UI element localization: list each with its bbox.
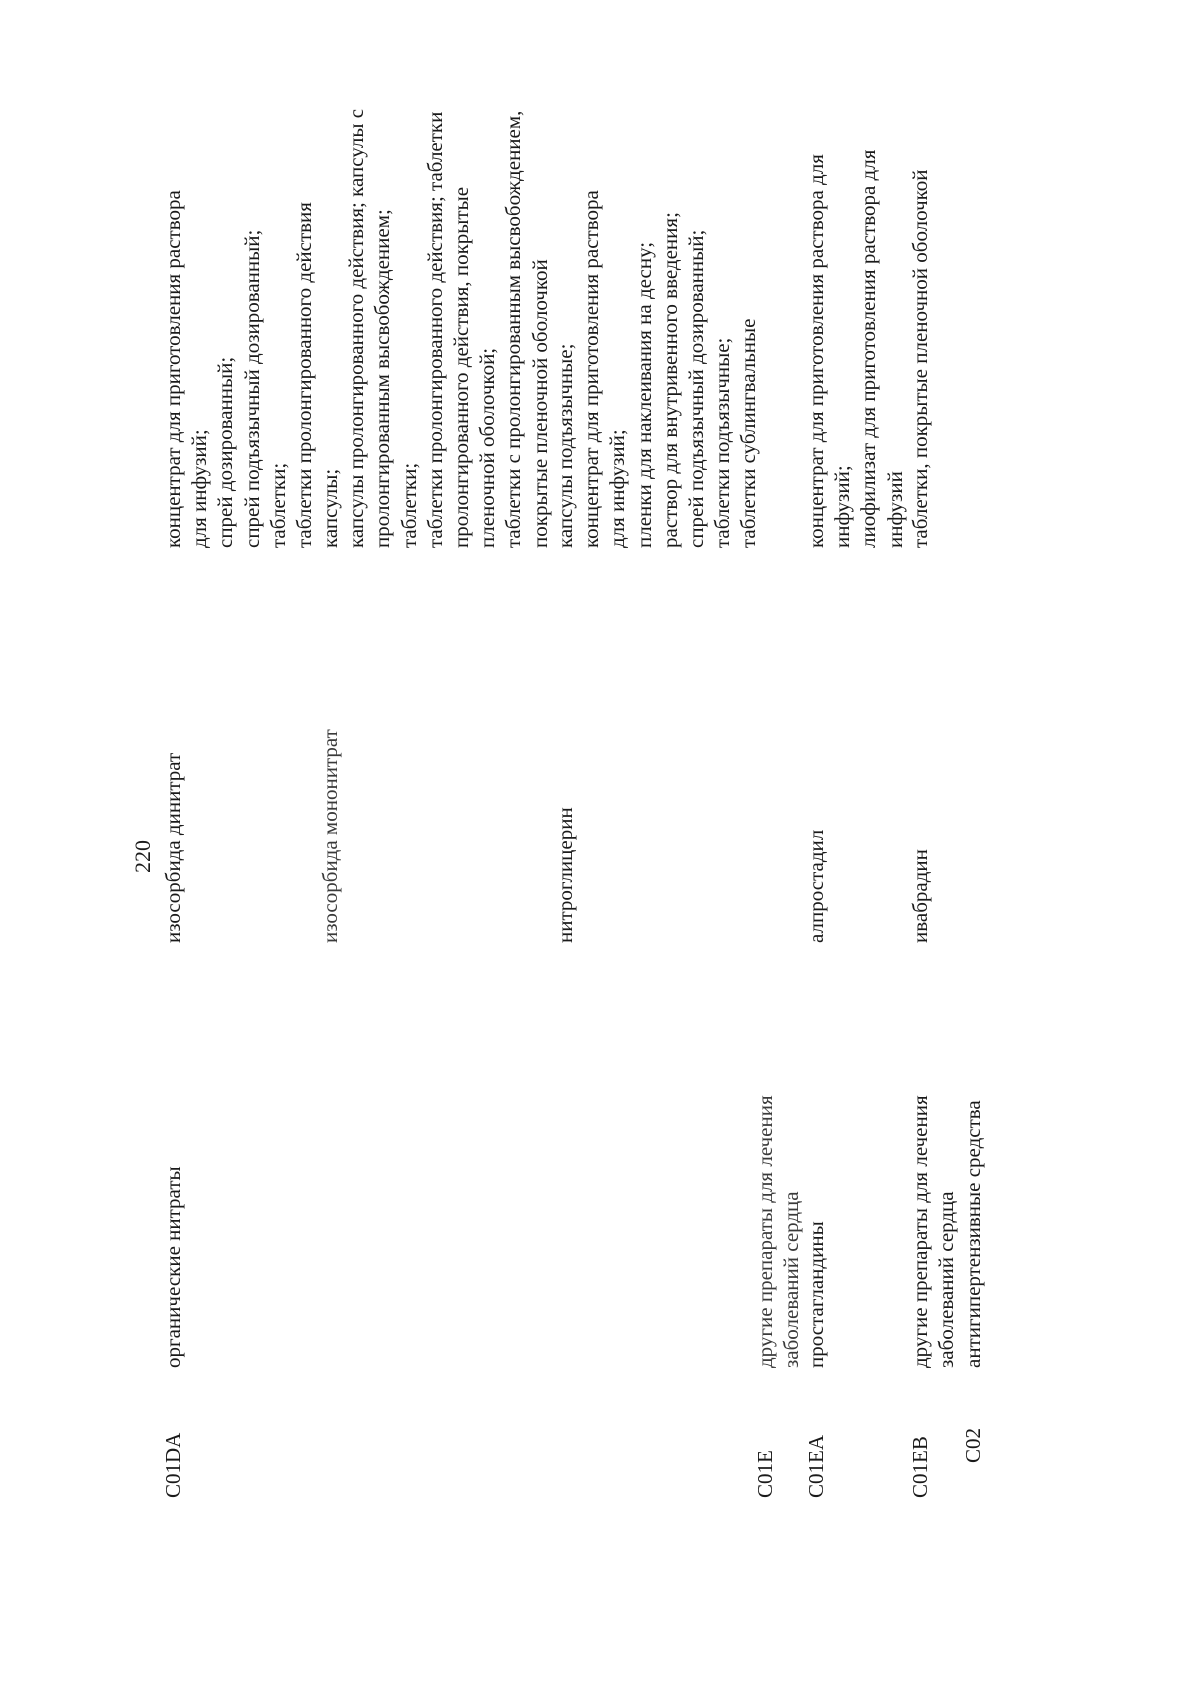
- dosage-form-line: капсулы;: [318, 468, 342, 548]
- atc-group-name: простагландины: [804, 1221, 828, 1368]
- dosage-form-line: капсулы пролонгированного действия; капсулы с: [344, 108, 369, 548]
- dosage-forms: [907, 28, 933, 548]
- dosage-form-line: пленки для наклеивания на десну;: [631, 241, 656, 548]
- atc-code: C01EA: [804, 1435, 828, 1498]
- dosage-form-line: спрей дозированный;: [213, 356, 238, 548]
- atc-code: C01DA: [161, 1432, 185, 1498]
- dosage-form-line: спрей подъязычный дозированный;: [239, 229, 264, 548]
- dosage-form-line: пролонгированного действия, покрытые: [449, 186, 474, 548]
- atc-group-name: другие препараты для лечения заболеваний сердца: [908, 1095, 958, 1368]
- dosage-form-line: таблетки;: [265, 462, 290, 548]
- atc-group-name: антигипертензивные средства: [961, 1100, 985, 1368]
- dosage-forms: [317, 28, 553, 548]
- drug-name: ивабрадин: [908, 849, 932, 943]
- dosage-form-line: лиофилизат для приготовления раствора для: [856, 149, 881, 548]
- atc-code: C01EB: [908, 1436, 932, 1498]
- atc-group-name: другие препараты для лечения заболеваний сердца: [753, 1095, 803, 1368]
- atc-code: C02: [961, 1427, 985, 1463]
- dosage-form-line: концентрат для приготовления раствора: [161, 190, 185, 548]
- dosage-form-line: таблетки сублингвальные: [736, 318, 761, 548]
- dosage-form-line: таблетки пролонгированного действия; таблетки: [422, 111, 447, 548]
- dosage-form-line: концентрат для приготовления раствора: [579, 190, 604, 548]
- dosage-forms: [552, 28, 762, 548]
- drug-name: изосорбида динитрат: [161, 752, 185, 943]
- atc-code: C01E: [753, 1450, 777, 1498]
- atc-group-name: органические нитраты: [161, 1166, 185, 1368]
- dosage-form-line: инфузий;: [830, 465, 855, 548]
- dosage-form-line: раствор для внутривенного введения;: [657, 212, 682, 548]
- dosage-form-line: покрытые пленочной оболочкой: [527, 259, 552, 548]
- dosage-form-line: инфузий: [882, 471, 907, 548]
- drug-name: изосорбида мононитрат: [318, 729, 342, 943]
- dosage-form-line: капсулы подъязычные;: [553, 343, 577, 548]
- dosage-form-line: таблетки;: [396, 462, 421, 548]
- page-number: 220: [130, 840, 155, 873]
- drug-name: нитроглицерин: [553, 807, 577, 943]
- dosage-form-line: таблетки, покрытые пленочной оболочкой: [908, 169, 932, 548]
- dosage-form-line: для инфузий;: [187, 429, 212, 548]
- dosage-form-line: пролонгированным высвобождением;: [370, 209, 395, 548]
- dosage-form-line: таблетки пролонгированного действия: [292, 202, 317, 548]
- dosage-forms: [160, 28, 317, 548]
- dosage-form-line: пленочной оболочкой;: [475, 347, 500, 548]
- drug-name: алпростадил: [804, 829, 828, 943]
- dosage-form-line: таблетки подъязычные;: [710, 337, 735, 548]
- dosage-form-line: для инфузий;: [605, 429, 630, 548]
- dosage-forms: [803, 28, 908, 548]
- dosage-form-line: таблетки с пролонгированным высвобождением,: [501, 110, 526, 548]
- dosage-form-line: спрей подъязычный дозированный;: [684, 229, 709, 548]
- dosage-form-line: концентрат для приготовления раствора для: [804, 154, 828, 548]
